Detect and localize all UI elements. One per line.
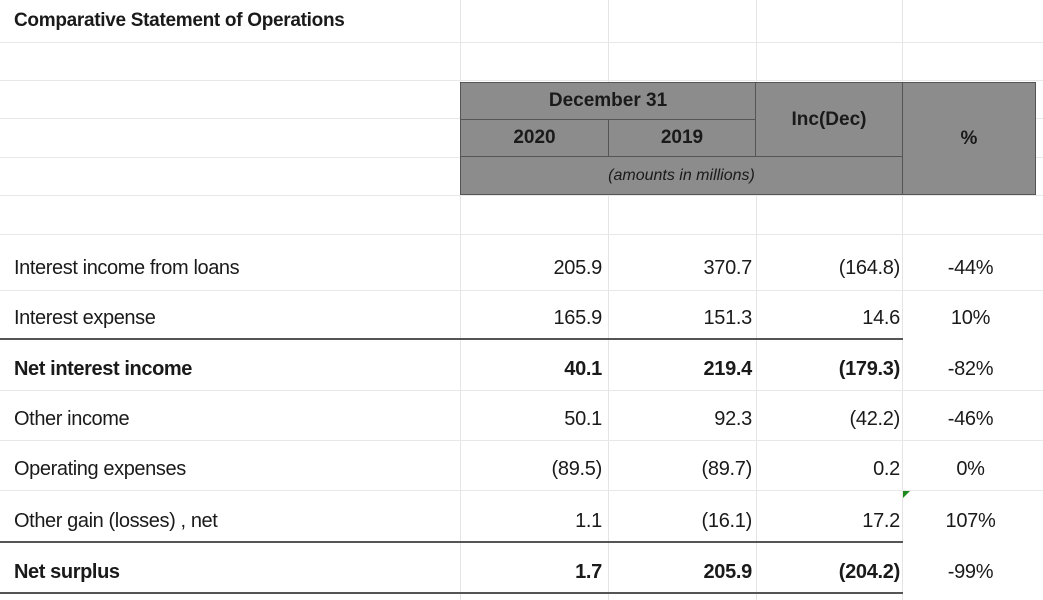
value-2020: 50.1: [564, 408, 602, 430]
value-percent: 107%: [945, 510, 996, 532]
value-2020: 1.7: [575, 561, 602, 583]
header-change: Inc(Dec): [755, 82, 903, 157]
value-2019: 205.9: [703, 561, 752, 583]
row-label: Net surplus: [14, 561, 120, 583]
value-2019: 370.7: [703, 257, 752, 279]
value-2019: (16.1): [701, 510, 752, 532]
grid-line: [0, 80, 1043, 81]
value-change: 0.2: [873, 458, 900, 480]
value-2020: (89.5): [551, 458, 602, 480]
value-percent: 10%: [950, 307, 991, 329]
value-change: (164.8): [838, 257, 900, 279]
value-percent: -44%: [947, 257, 994, 279]
table-row: [0, 349, 1043, 389]
table-row: [0, 399, 1043, 439]
value-2019: (89.7): [701, 458, 752, 480]
header-period: December 31: [460, 82, 756, 120]
table-row: [0, 501, 1043, 541]
grid-line: [0, 234, 1043, 235]
value-2019: 151.3: [703, 307, 752, 329]
value-percent: -82%: [947, 358, 994, 380]
header-percent: %: [902, 82, 1036, 195]
value-change: (204.2): [838, 561, 900, 583]
page-title: Comparative Statement of Operations: [14, 10, 345, 31]
grid-line: [0, 195, 1043, 196]
subtotal-rule: [0, 338, 903, 340]
value-2019: 92.3: [714, 408, 752, 430]
grid-line: [0, 390, 1043, 391]
grid-line: [0, 490, 1043, 491]
row-label: Interest expense: [14, 307, 156, 329]
row-label: Operating expenses: [14, 458, 186, 480]
table-row: [0, 248, 1043, 288]
header-year-2019: 2019: [608, 119, 756, 157]
value-2020: 40.1: [564, 358, 602, 380]
row-label: Other income: [14, 408, 130, 430]
row-label: Net interest income: [14, 358, 193, 380]
grid-line: [0, 440, 1043, 441]
value-2019: 219.4: [703, 358, 752, 380]
double-underline: [0, 592, 903, 594]
table-row: [0, 449, 1043, 489]
header-units: (amounts in millions): [460, 156, 903, 195]
value-change: (42.2): [849, 408, 900, 430]
value-percent: 0%: [956, 458, 985, 480]
value-percent: -46%: [947, 408, 994, 430]
comment-indicator: [903, 491, 910, 498]
total-rule: [0, 541, 903, 543]
value-2020: 165.9: [553, 307, 602, 329]
table-row: [0, 552, 1043, 592]
table-row: [0, 298, 1043, 338]
header-year-2020: 2020: [460, 119, 609, 157]
row-label: Other gain (losses) , net: [14, 510, 218, 532]
grid-line: [0, 42, 1043, 43]
value-2020: 1.1: [575, 510, 602, 532]
row-label: Interest income from loans: [14, 257, 240, 279]
value-2020: 205.9: [553, 257, 602, 279]
value-change: (179.3): [838, 358, 900, 380]
value-change: 14.6: [862, 307, 900, 329]
value-percent: -99%: [947, 561, 994, 583]
grid-line: [0, 290, 1043, 291]
value-change: 17.2: [862, 510, 900, 532]
